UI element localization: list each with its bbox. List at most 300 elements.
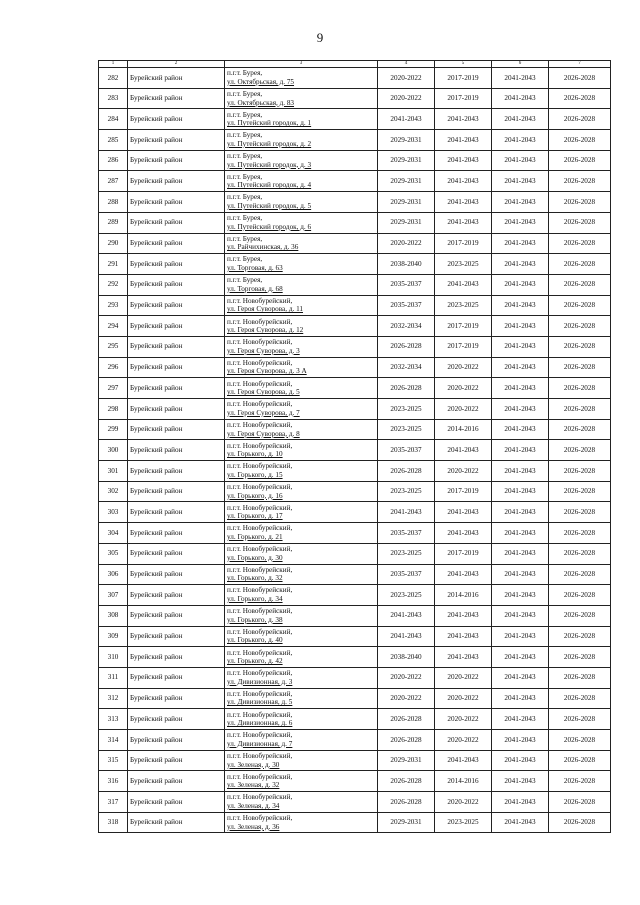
settlement-text: п.г.т. Бурея, (227, 152, 263, 160)
row-number: 298 (99, 399, 128, 420)
settlement-text: п.г.т. Новобурейский, (227, 338, 293, 347)
row-number: 306 (99, 564, 128, 585)
period-col-6: 2041-2043 (492, 357, 549, 378)
district-cell: Бурейский район (128, 295, 225, 316)
period-col-4: 2032-2034 (378, 357, 435, 378)
column-number-4: 4 (378, 61, 435, 68)
district-cell: Бурейский район (128, 647, 225, 668)
period-col-4: 2038-2040 (378, 254, 435, 275)
table-row (99, 109, 611, 130)
district-cell: Бурейский район (128, 419, 225, 440)
street-text: ул. Горького, д. 17 (227, 512, 283, 521)
district-cell: Бурейский район (128, 812, 225, 833)
period-col-4: 2026-2028 (378, 792, 435, 813)
period-col-6: 2041-2043 (492, 626, 549, 647)
street-text: ул. Зеленая, д. 36 (227, 822, 280, 831)
column-number-7: 7 (549, 61, 611, 68)
period-col-6: 2041-2043 (492, 254, 549, 275)
address-cell (225, 564, 378, 585)
period-col-7: 2026-2028 (549, 68, 611, 89)
settlement-text: п.г.т. Новобурейский, (227, 358, 293, 367)
street-text: ул. Дивизионная, д. 6 (227, 719, 293, 728)
period-col-4: 2026-2028 (378, 709, 435, 730)
address-cell (225, 109, 378, 130)
table-row (99, 192, 611, 213)
district-cell: Бурейский район (128, 481, 225, 502)
settlement-text: п.г.т. Новобурейский, (227, 420, 293, 429)
street-text: ул. Горького, д. 16 (227, 491, 283, 500)
settlement-text: п.г.т. Новобурейский, (227, 648, 293, 657)
settlement-text: п.г.т. Новобурейский, (227, 751, 293, 760)
period-col-6: 2041-2043 (492, 68, 549, 89)
street-text: ул. Героя Суворова, д. 3 А (227, 367, 307, 376)
period-col-7: 2026-2028 (549, 605, 611, 626)
settlement-text: п.г.т. Новобурейский, (227, 296, 293, 305)
district-cell: Бурейский район (128, 564, 225, 585)
settlement-text: п.г.т. Новобурейский, (227, 607, 293, 616)
settlement-text: п.г.т. Новобурейский, (227, 441, 293, 450)
table-row (99, 523, 611, 544)
district-cell: Бурейский район (128, 192, 225, 213)
settlement-text: п.г.т. Новобурейский, (227, 565, 293, 574)
period-col-5: 2020-2022 (435, 667, 492, 688)
period-col-7: 2026-2028 (549, 440, 611, 461)
address-cell (225, 336, 378, 357)
period-col-5: 2020-2022 (435, 709, 492, 730)
address-cell (225, 192, 378, 213)
street-text: ул. Героя Суворова, д. 5 (227, 388, 300, 397)
period-col-5: 2020-2022 (435, 357, 492, 378)
period-col-4: 2029-2031 (378, 130, 435, 151)
address-cell (225, 399, 378, 420)
period-col-7: 2026-2028 (549, 171, 611, 192)
period-col-5: 2041-2043 (435, 150, 492, 171)
row-number: 292 (99, 274, 128, 295)
period-col-4: 2026-2028 (378, 461, 435, 482)
period-col-5: 2041-2043 (435, 502, 492, 523)
street-text: ул. Путейский городок, д. 5 (227, 201, 312, 210)
period-col-7: 2026-2028 (549, 730, 611, 751)
row-number: 305 (99, 543, 128, 564)
period-col-4: 2020-2022 (378, 68, 435, 89)
address-cell (225, 709, 378, 730)
street-text: ул. Горького, д. 40 (227, 636, 283, 645)
settlement-text: п.г.т. Бурея, (227, 110, 263, 119)
row-number: 318 (99, 812, 128, 833)
table-row (99, 730, 611, 751)
district-cell: Бурейский район (128, 523, 225, 544)
period-col-4: 2029-2031 (378, 171, 435, 192)
period-col-5: 2020-2022 (435, 378, 492, 399)
period-col-7: 2026-2028 (549, 88, 611, 109)
period-col-5: 2023-2025 (435, 254, 492, 275)
period-col-6: 2041-2043 (492, 771, 549, 792)
street-text: ул. Октябрьская, д. 83 (227, 98, 295, 107)
settlement-text: п.г.т. Бурея, (227, 131, 263, 140)
period-col-5: 2041-2043 (435, 647, 492, 668)
period-col-6: 2041-2043 (492, 130, 549, 151)
street-text: ул. Дивизионная, д. 7 (227, 739, 293, 748)
period-col-5: 2017-2019 (435, 543, 492, 564)
district-cell: Бурейский район (128, 605, 225, 626)
period-col-5: 2041-2043 (435, 212, 492, 233)
row-number: 315 (99, 750, 128, 771)
settlement-text: п.г.т. Новобурейский, (227, 586, 293, 595)
address-cell (225, 150, 378, 171)
period-col-7: 2026-2028 (549, 750, 611, 771)
row-number: 282 (99, 68, 128, 89)
period-col-7: 2026-2028 (549, 109, 611, 130)
district-cell: Бурейский район (128, 399, 225, 420)
address-cell (225, 68, 378, 89)
period-col-4: 2020-2022 (378, 688, 435, 709)
period-col-7: 2026-2028 (549, 378, 611, 399)
row-number: 301 (99, 461, 128, 482)
row-number: 288 (99, 192, 128, 213)
row-number: 285 (99, 130, 128, 151)
row-number: 286 (99, 150, 128, 171)
row-number: 290 (99, 233, 128, 254)
address-cell (225, 771, 378, 792)
table-row (99, 68, 611, 89)
period-col-7: 2026-2028 (549, 481, 611, 502)
settlement-text: п.г.т. Бурея, (227, 276, 263, 285)
row-number: 283 (99, 88, 128, 109)
period-col-6: 2041-2043 (492, 440, 549, 461)
address-cell (225, 750, 378, 771)
row-number: 296 (99, 357, 128, 378)
period-col-7: 2026-2028 (549, 316, 611, 337)
settlement-text: п.г.т. Новобурейский, (227, 689, 293, 698)
address-cell (225, 812, 378, 833)
period-col-4: 2035-2037 (378, 564, 435, 585)
row-number: 291 (99, 254, 128, 275)
row-number: 316 (99, 771, 128, 792)
settlement-text: п.г.т. Новобурейский, (227, 814, 293, 822)
table-row (99, 626, 611, 647)
period-col-6: 2041-2043 (492, 150, 549, 171)
row-number: 304 (99, 523, 128, 544)
period-col-4: 2023-2025 (378, 419, 435, 440)
address-cell (225, 688, 378, 709)
period-col-4: 2035-2037 (378, 295, 435, 316)
table-row (99, 502, 611, 523)
period-col-7: 2026-2028 (549, 150, 611, 171)
street-text: ул. Горького, д. 30 (227, 553, 283, 562)
street-text: ул. Горького, д. 21 (227, 532, 283, 541)
period-col-5: 2041-2043 (435, 750, 492, 771)
table-row (99, 378, 611, 399)
district-cell: Бурейский район (128, 585, 225, 606)
settlement-text: п.г.т. Новобурейский, (227, 545, 293, 554)
table-row (99, 709, 611, 730)
period-col-7: 2026-2028 (549, 399, 611, 420)
table-row (99, 667, 611, 688)
address-cell (225, 647, 378, 668)
row-number: 308 (99, 605, 128, 626)
address-cell (225, 295, 378, 316)
period-col-4: 2020-2022 (378, 667, 435, 688)
address-cell (225, 440, 378, 461)
period-col-7: 2026-2028 (549, 254, 611, 275)
period-col-6: 2041-2043 (492, 543, 549, 564)
period-col-5: 2020-2022 (435, 688, 492, 709)
street-text: ул. Горького, д. 38 (227, 615, 283, 624)
row-number: 295 (99, 336, 128, 357)
address-cell (225, 667, 378, 688)
period-col-4: 2026-2028 (378, 730, 435, 751)
district-cell: Бурейский район (128, 771, 225, 792)
address-cell (225, 378, 378, 399)
settlement-text: п.г.т. Бурея, (227, 172, 263, 181)
period-col-5: 2041-2043 (435, 440, 492, 461)
period-col-7: 2026-2028 (549, 709, 611, 730)
column-number-6: 6 (492, 61, 549, 68)
period-col-7: 2026-2028 (549, 812, 611, 833)
street-text: ул. Путейский городок, д. 2 (227, 139, 312, 148)
table-row (99, 543, 611, 564)
street-text: ул. Зеленая, д. 34 (227, 801, 280, 810)
street-text: ул. Путейский городок, д. 4 (227, 181, 312, 190)
street-text: ул. Героя Суворова, д. 8 (227, 429, 300, 438)
period-col-5: 2017-2019 (435, 68, 492, 89)
street-text: ул. Путейский городок, д. 3 (227, 160, 312, 169)
table-row (99, 274, 611, 295)
period-col-5: 2041-2043 (435, 192, 492, 213)
district-cell: Бурейский район (128, 130, 225, 151)
table-row (99, 254, 611, 275)
period-col-6: 2041-2043 (492, 792, 549, 813)
period-col-6: 2041-2043 (492, 502, 549, 523)
settlement-text: п.г.т. Бурея, (227, 69, 263, 78)
street-text: ул. Горького, д. 42 (227, 657, 283, 666)
period-col-7: 2026-2028 (549, 233, 611, 254)
period-col-4: 2029-2031 (378, 192, 435, 213)
district-cell: Бурейский район (128, 378, 225, 399)
period-col-5: 2020-2022 (435, 730, 492, 751)
address-cell (225, 171, 378, 192)
address-cell (225, 543, 378, 564)
period-col-4: 2029-2031 (378, 150, 435, 171)
period-col-5: 2041-2043 (435, 564, 492, 585)
street-text: ул. Горького, д. 10 (227, 450, 283, 459)
table-row (99, 440, 611, 461)
address-cell (225, 212, 378, 233)
period-col-7: 2026-2028 (549, 336, 611, 357)
district-cell: Бурейский район (128, 730, 225, 751)
period-col-5: 2041-2043 (435, 130, 492, 151)
period-col-6: 2041-2043 (492, 564, 549, 585)
settlement-text: п.г.т. Бурея, (227, 89, 263, 98)
row-number: 287 (99, 171, 128, 192)
table-row (99, 564, 611, 585)
settlement-text: п.г.т. Новобурейский, (227, 462, 293, 471)
period-col-5: 2023-2025 (435, 812, 492, 833)
column-number-2: 2 (128, 61, 225, 68)
district-cell: Бурейский район (128, 88, 225, 109)
street-text: ул. Торговая, д. 68 (227, 284, 283, 293)
period-col-4: 2041-2043 (378, 109, 435, 130)
period-col-7: 2026-2028 (549, 419, 611, 440)
settlement-text: п.г.т. Новобурейский, (227, 317, 293, 326)
period-col-4: 2026-2028 (378, 336, 435, 357)
address-cell (225, 523, 378, 544)
address-cell (225, 233, 378, 254)
settlement-text: п.г.т. Новобурейский, (227, 483, 293, 491)
column-number-3: 3 (225, 61, 378, 68)
row-number: 284 (99, 109, 128, 130)
district-cell: Бурейский район (128, 150, 225, 171)
period-col-4: 2035-2037 (378, 274, 435, 295)
period-col-6: 2041-2043 (492, 88, 549, 109)
table-row (99, 316, 611, 337)
district-cell: Бурейский район (128, 750, 225, 771)
row-number: 297 (99, 378, 128, 399)
period-col-5: 2020-2022 (435, 399, 492, 420)
period-col-5: 2041-2043 (435, 605, 492, 626)
address-cell (225, 254, 378, 275)
street-text: ул. Горького, д. 32 (227, 574, 283, 583)
district-cell: Бурейский район (128, 461, 225, 482)
period-col-6: 2041-2043 (492, 171, 549, 192)
district-cell: Бурейский район (128, 667, 225, 688)
period-col-4: 2038-2040 (378, 647, 435, 668)
period-col-7: 2026-2028 (549, 295, 611, 316)
district-cell: Бурейский район (128, 502, 225, 523)
period-col-6: 2041-2043 (492, 523, 549, 544)
table-row (99, 647, 611, 668)
street-text: ул. Горького, д. 34 (227, 595, 283, 604)
row-number: 310 (99, 647, 128, 668)
period-col-7: 2026-2028 (549, 212, 611, 233)
period-col-6: 2041-2043 (492, 667, 549, 688)
page-number: 9 (316, 30, 324, 45)
street-text: ул. Героя Суворова, д. 7 (227, 408, 300, 417)
district-cell: Бурейский район (128, 316, 225, 337)
period-col-6: 2041-2043 (492, 730, 549, 751)
period-col-6: 2041-2043 (492, 233, 549, 254)
address-cell (225, 585, 378, 606)
period-col-5: 2014-2016 (435, 419, 492, 440)
period-col-6: 2041-2043 (492, 605, 549, 626)
period-col-6: 2041-2043 (492, 812, 549, 833)
address-cell (225, 481, 378, 502)
table-row (99, 419, 611, 440)
district-cell: Бурейский район (128, 254, 225, 275)
street-text: ул. Октябрьская, д. 75 (227, 77, 295, 86)
street-text: ул. Зеленая, д. 32 (227, 781, 280, 790)
period-col-5: 2014-2016 (435, 771, 492, 792)
row-number: 303 (99, 502, 128, 523)
period-col-6: 2041-2043 (492, 419, 549, 440)
row-number: 317 (99, 792, 128, 813)
period-col-4: 2023-2025 (378, 585, 435, 606)
period-col-5: 2017-2019 (435, 233, 492, 254)
table-row (99, 605, 611, 626)
row-number: 311 (99, 667, 128, 688)
district-cell: Бурейский район (128, 543, 225, 564)
period-col-7: 2026-2028 (549, 647, 611, 668)
table-row (99, 481, 611, 502)
period-col-4: 2041-2043 (378, 605, 435, 626)
period-col-4: 2023-2025 (378, 481, 435, 502)
period-col-7: 2026-2028 (549, 523, 611, 544)
district-cell: Бурейский район (128, 626, 225, 647)
street-text: ул. Горького, д. 15 (227, 470, 283, 479)
period-col-5: 2014-2016 (435, 585, 492, 606)
period-col-6: 2041-2043 (492, 295, 549, 316)
address-cell (225, 88, 378, 109)
table-row (99, 88, 611, 109)
table-row (99, 212, 611, 233)
street-text: ул. Зеленая, д. 30 (227, 760, 280, 769)
street-text: ул. Дивизионная, д. 5 (227, 698, 293, 707)
period-col-5: 2020-2022 (435, 461, 492, 482)
period-col-7: 2026-2028 (549, 357, 611, 378)
row-number: 302 (99, 481, 128, 502)
address-cell (225, 316, 378, 337)
row-number: 299 (99, 419, 128, 440)
address-cell (225, 792, 378, 813)
district-cell: Бурейский район (128, 274, 225, 295)
table-row (99, 792, 611, 813)
period-col-5: 2041-2043 (435, 626, 492, 647)
period-col-7: 2026-2028 (549, 667, 611, 688)
column-number-5: 5 (435, 61, 492, 68)
row-number: 294 (99, 316, 128, 337)
period-col-7: 2026-2028 (549, 192, 611, 213)
period-col-6: 2041-2043 (492, 274, 549, 295)
period-col-4: 2041-2043 (378, 502, 435, 523)
settlement-text: п.г.т. Новобурейский, (227, 400, 293, 409)
period-col-6: 2041-2043 (492, 336, 549, 357)
table-row (99, 233, 611, 254)
period-col-7: 2026-2028 (549, 771, 611, 792)
period-col-4: 2041-2043 (378, 626, 435, 647)
district-cell: Бурейский район (128, 68, 225, 89)
period-col-4: 2032-2034 (378, 316, 435, 337)
period-col-6: 2041-2043 (492, 461, 549, 482)
period-col-5: 2041-2043 (435, 523, 492, 544)
period-col-6: 2041-2043 (492, 647, 549, 668)
table-row (99, 688, 611, 709)
address-cell (225, 502, 378, 523)
period-col-4: 2023-2025 (378, 543, 435, 564)
period-col-5: 2041-2043 (435, 109, 492, 130)
table-row (99, 399, 611, 420)
period-col-7: 2026-2028 (549, 461, 611, 482)
table-row (99, 812, 611, 833)
column-number-1: 1 (99, 61, 128, 68)
period-col-5: 2017-2019 (435, 316, 492, 337)
row-number: 300 (99, 440, 128, 461)
period-col-5: 2020-2022 (435, 792, 492, 813)
row-number: 312 (99, 688, 128, 709)
row-number: 314 (99, 730, 128, 751)
table-row (99, 750, 611, 771)
street-text: ул. Путейский городок, д. 6 (227, 222, 312, 231)
settlement-text: п.г.т. Новобурейский, (227, 524, 293, 533)
street-text: ул. Героя Суворова, д. 3 (227, 346, 300, 355)
period-col-7: 2026-2028 (549, 502, 611, 523)
row-number: 293 (99, 295, 128, 316)
period-col-4: 2035-2037 (378, 440, 435, 461)
period-col-4: 2023-2025 (378, 399, 435, 420)
address-cell (225, 461, 378, 482)
street-text: ул. Дивизионная, д. 3 (227, 677, 293, 686)
period-col-7: 2026-2028 (549, 274, 611, 295)
district-cell: Бурейский район (128, 171, 225, 192)
